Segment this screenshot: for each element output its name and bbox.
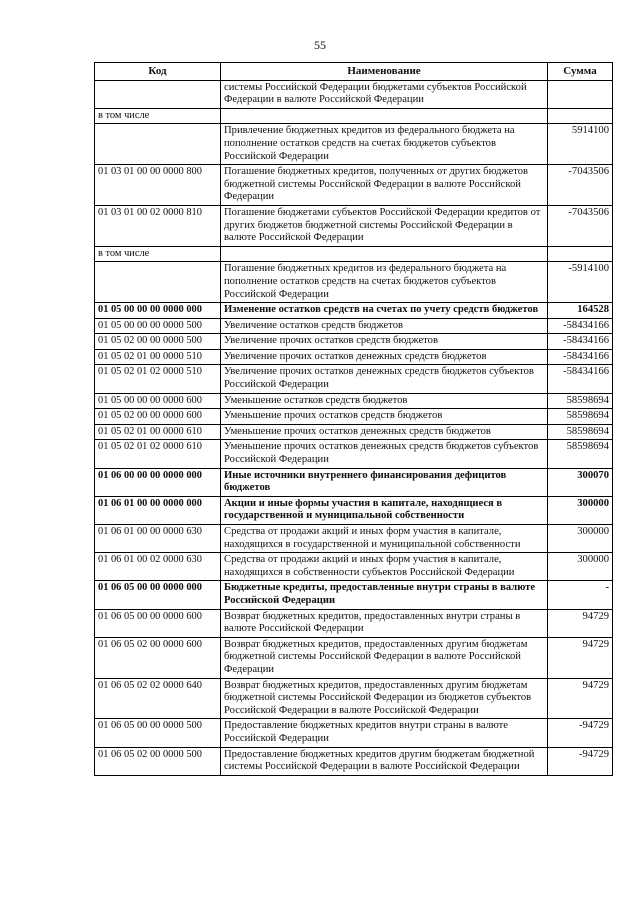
sum-cell: 94729 [548,678,613,719]
code-cell [95,262,221,303]
sum-cell: - [548,581,613,609]
code-cell: 01 06 00 00 00 0000 000 [95,468,221,496]
table-row [95,553,613,581]
code-cell: 01 06 01 00 02 0000 630 [95,553,221,581]
table-row [95,525,613,553]
column-header-code: Код [95,63,221,81]
sum-cell: 58598694 [548,440,613,468]
code-cell: 01 05 02 01 00 0000 510 [95,349,221,365]
sum-cell: -94729 [548,747,613,775]
name-cell: Увеличение прочих остатков денежных средств бюджетов [221,349,548,365]
name-cell: Уменьшение прочих остатков средств бюджетов [221,409,548,425]
sum-cell: -7043506 [548,165,613,206]
code-cell: 01 06 01 00 00 0000 630 [95,525,221,553]
name-cell: Предоставление бюджетных кредитов внутри страны в валюте Российской Федерации [221,719,548,747]
name-cell [221,246,548,262]
table-row [95,440,613,468]
name-cell: Погашение бюджетных кредитов из федерального бюджета на пополнение остатков средств на счетах бюджетов субъектов Российской Федерации [221,262,548,303]
sum-cell: -5914100 [548,262,613,303]
sum-cell: 58598694 [548,424,613,440]
table-row [95,409,613,425]
name-cell: Увеличение прочих остатков средств бюджетов [221,334,548,350]
sum-cell: 58598694 [548,409,613,425]
page-number: 55 [314,38,326,52]
name-cell: Иные источники внутреннего финансирования дефицитов бюджетов [221,468,548,496]
name-cell: Бюджетные кредиты, предоставленные внутри страны в валюте Российской Федерации [221,581,548,609]
table-row [95,747,613,775]
code-cell: 01 03 01 00 02 0000 810 [95,205,221,246]
name-cell: Средства от продажи акций и иных форм участия в капитале, находящихся в собственности субъектов Российской Федерации [221,553,548,581]
code-cell [95,80,221,108]
code-cell: 01 06 05 02 02 0000 640 [95,678,221,719]
sum-cell: -58434166 [548,349,613,365]
code-cell: 01 06 01 00 00 0000 000 [95,496,221,524]
code-cell: 01 05 00 00 00 0000 000 [95,303,221,319]
sum-cell: -58434166 [548,334,613,350]
table-row [95,468,613,496]
table-row [95,334,613,350]
name-cell: Предоставление бюджетных кредитов другим бюджетам бюджетной системы Российской Федерации в валюте Российской Федерации [221,747,548,775]
name-cell: Изменение остатков средств на счетах по учету средств бюджетов [221,303,548,319]
code-cell: в том числе [95,108,221,124]
sum-cell: 300000 [548,553,613,581]
name-cell: Возврат бюджетных кредитов, предоставленных другим бюджетам бюджетной системы Российской Федерации из бюджетов субъектов Российской Федерации в валюте Российской Федерации [221,678,548,719]
table-row [95,262,613,303]
table-row [95,349,613,365]
table-header-row [95,63,613,81]
name-cell: Привлечение бюджетных кредитов из федерального бюджета на пополнение остатков средств на счетах бюджетов субъектов Российской Федерации [221,124,548,165]
code-cell: 01 06 05 02 00 0000 500 [95,747,221,775]
name-cell: Увеличение прочих остатков денежных средств бюджетов субъектов Российской Федерации [221,365,548,393]
code-cell: 01 05 02 01 02 0000 510 [95,365,221,393]
name-cell: Средства от продажи акций и иных форм участия в капитале, находящихся в государственной и муниципальной собственности [221,525,548,553]
name-cell: Погашение бюджетами субъектов Российской Федерации кредитов от других бюджетов бюджетной системы Российской Федерации в валюте Российской Федерации [221,205,548,246]
table-row [95,124,613,165]
sum-cell [548,246,613,262]
code-cell: 01 06 05 02 00 0000 600 [95,637,221,678]
name-cell: Акции и иные формы участия в капитале, находящиеся в государственной и муниципальной собственности [221,496,548,524]
name-cell: Погашение бюджетных кредитов, полученных от других бюджетов бюджетной системы Российской Федерации в валюте Российской Федерации [221,165,548,206]
table-row [95,581,613,609]
table-row [95,678,613,719]
code-cell: 01 05 00 00 00 0000 500 [95,318,221,334]
table-body [95,80,613,775]
code-cell: 01 05 02 00 00 0000 600 [95,409,221,425]
table-row [95,496,613,524]
sum-cell: -58434166 [548,365,613,393]
name-cell: Увеличение остатков средств бюджетов [221,318,548,334]
table-row [95,318,613,334]
table-row [95,609,613,637]
name-cell: Возврат бюджетных кредитов, предоставленных внутри страны в валюте Российской Федерации [221,609,548,637]
name-cell: Возврат бюджетных кредитов, предоставленных другим бюджетам бюджетной системы Российской Федерации в валюте Российской Федерации [221,637,548,678]
code-cell: 01 05 00 00 00 0000 600 [95,393,221,409]
code-cell [95,124,221,165]
sum-cell: -7043506 [548,205,613,246]
sum-cell: 5914100 [548,124,613,165]
sum-cell: 300000 [548,525,613,553]
table-row [95,205,613,246]
sum-cell: 58598694 [548,393,613,409]
code-cell: 01 05 02 00 00 0000 500 [95,334,221,350]
table-row [95,303,613,319]
budget-sources-table [94,62,613,776]
table-row [95,424,613,440]
code-cell: 01 05 02 01 00 0000 610 [95,424,221,440]
name-cell: Уменьшение прочих остатков денежных средств бюджетов субъектов Российской Федерации [221,440,548,468]
sum-cell: -58434166 [548,318,613,334]
code-cell: 01 06 05 00 00 0000 000 [95,581,221,609]
name-cell [221,108,548,124]
sum-cell [548,108,613,124]
name-cell: Уменьшение прочих остатков денежных средств бюджетов [221,424,548,440]
code-cell: 01 03 01 00 00 0000 800 [95,165,221,206]
sum-cell: -94729 [548,719,613,747]
table-row [95,80,613,108]
sum-cell: 300070 [548,468,613,496]
table-row [95,719,613,747]
table-row [95,246,613,262]
sum-cell: 164528 [548,303,613,319]
sum-cell: 300000 [548,496,613,524]
code-cell: 01 05 02 01 02 0000 610 [95,440,221,468]
sum-cell [548,80,613,108]
sum-cell: 94729 [548,637,613,678]
table-row [95,637,613,678]
table-row [95,108,613,124]
code-cell: 01 06 05 00 00 0000 600 [95,609,221,637]
column-header-sum: Сумма [548,63,613,81]
column-header-name: Наименование [221,63,548,81]
table-row [95,393,613,409]
code-cell: в том числе [95,246,221,262]
name-cell: системы Российской Федерации бюджетами субъектов Российской Федерации в валюте Российской Федерации [221,80,548,108]
code-cell: 01 06 05 00 00 0000 500 [95,719,221,747]
table-row [95,365,613,393]
name-cell: Уменьшение остатков средств бюджетов [221,393,548,409]
table-row [95,165,613,206]
sum-cell: 94729 [548,609,613,637]
